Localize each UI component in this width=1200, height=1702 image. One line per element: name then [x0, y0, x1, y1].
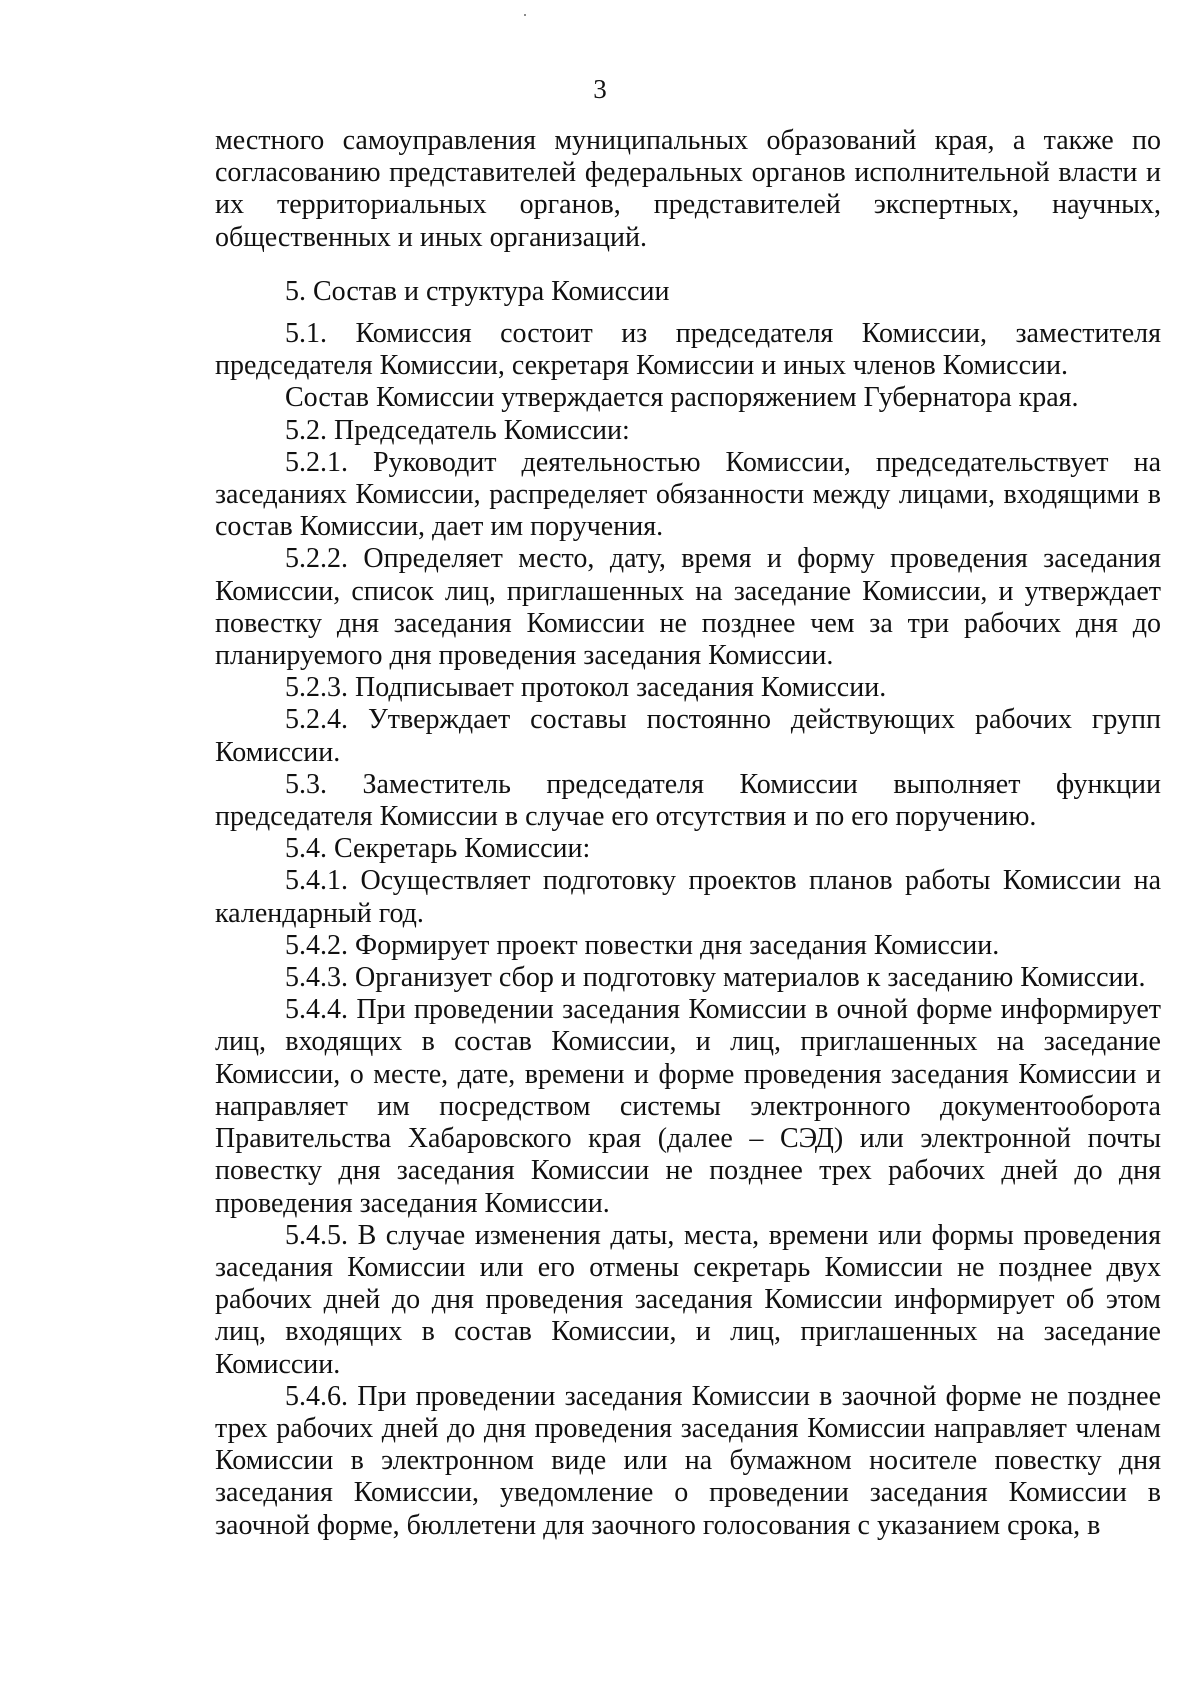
paragraph-5-2: 5.2. Председатель Комиссии: — [285, 414, 630, 446]
paragraph-5-2-1: 5.2.1. Руководит деятельностью Комиссии, председательствует на заседаниях Комиссии, распределяет обязанности между лицами, входящими в состав Комиссии, дает им поручения. — [215, 446, 1161, 543]
paragraph-5-2-4: 5.2.4. Утверждает составы постоянно действующих рабочих групп Комиссии. — [215, 704, 1161, 768]
paragraph-composition: Состав Комиссии утверждается распоряжением Губернатора края. — [285, 382, 1079, 414]
paragraph-5-4-2: 5.4.2. Формирует проект повестки дня заседания Комиссии. — [285, 929, 1000, 961]
document-body — [215, 125, 1161, 1542]
paragraph-5-2-2: 5.2.2. Определяет место, дату, время и форму проведения заседания Комиссии, список лиц, приглашенных на заседание Комиссии, и утверждает повестку дня заседания Комиссии не позднее чем за три рабочих дня до планируемого дня проведения заседания Комиссии. — [215, 543, 1161, 672]
page-number: 3 — [593, 74, 607, 104]
paragraph-5-3: 5.3. Заместитель председателя Комиссии выполняет функции председателя Комиссии в случае его отсутствия и по его поручению. — [215, 768, 1161, 833]
paragraph-5-4-3: 5.4.3. Организует сбор и подготовку материалов к заседанию Комиссии. — [285, 962, 1146, 994]
paragraph-5-4-1: 5.4.1. Осуществляет подготовку проектов планов работы Комиссии на календарный год. — [215, 865, 1161, 929]
paragraph-5-1: 5.1. Комиссия состоит из председателя Комиссии, заместителя председателя Комиссии, секретаря Комиссии и иных членов Комиссии. — [215, 318, 1161, 382]
paragraph-continuation: местного самоуправления муниципальных образований края, а также по согласованию представителей федеральных органов исполнительной власти и их территориальных органов, представителей экспертных, научных, общественных и иных организаций. — [215, 125, 1161, 253]
paragraph-5-2-3: 5.2.3. Подписывает протокол заседания Комиссии. — [285, 672, 887, 704]
paragraph-5-4-5: 5.4.5. В случае изменения даты, места, времени или формы проведения заседания Комиссии или его отмены секретарь Комиссии не позднее двух рабочих дней до дня проведения заседания Комиссии информирует об этом лиц, входящих в состав Комиссии, и лиц, приглашенных на заседание Комиссии. — [215, 1219, 1161, 1380]
paragraph-5-4-6: 5.4.6. При проведении заседания Комиссии в заочной форме не позднее трех рабочих дней до дня проведения заседания Комиссии направляет членам Комиссии в электронном виде или на бумажном носителе повестку дня заседания Комиссии, уведомление о проведении заседания Комиссии в заочной форме, бюллетени для заочного голосования с указанием срока, в — [215, 1380, 1161, 1541]
paragraph-5-4: 5.4. Секретарь Комиссии: — [285, 833, 591, 865]
section-heading: 5. Состав и структура Комиссии — [285, 275, 670, 307]
scan-speck — [524, 14, 526, 16]
paragraph-5-4-4: 5.4.4. При проведении заседания Комиссии в очной форме информирует лиц, входящих в состав Комиссии, и лиц, приглашенных на заседание Комиссии, о месте, дате, времени и форме проведения заседания Комиссии и направляет им посредством системы электронного документооборота Правительства Хабаровского края (далее – СЭД) или электронной почты повестку дня заседания Комиссии не позднее трех рабочих дней до дня проведения заседания Комиссии. — [215, 994, 1161, 1219]
